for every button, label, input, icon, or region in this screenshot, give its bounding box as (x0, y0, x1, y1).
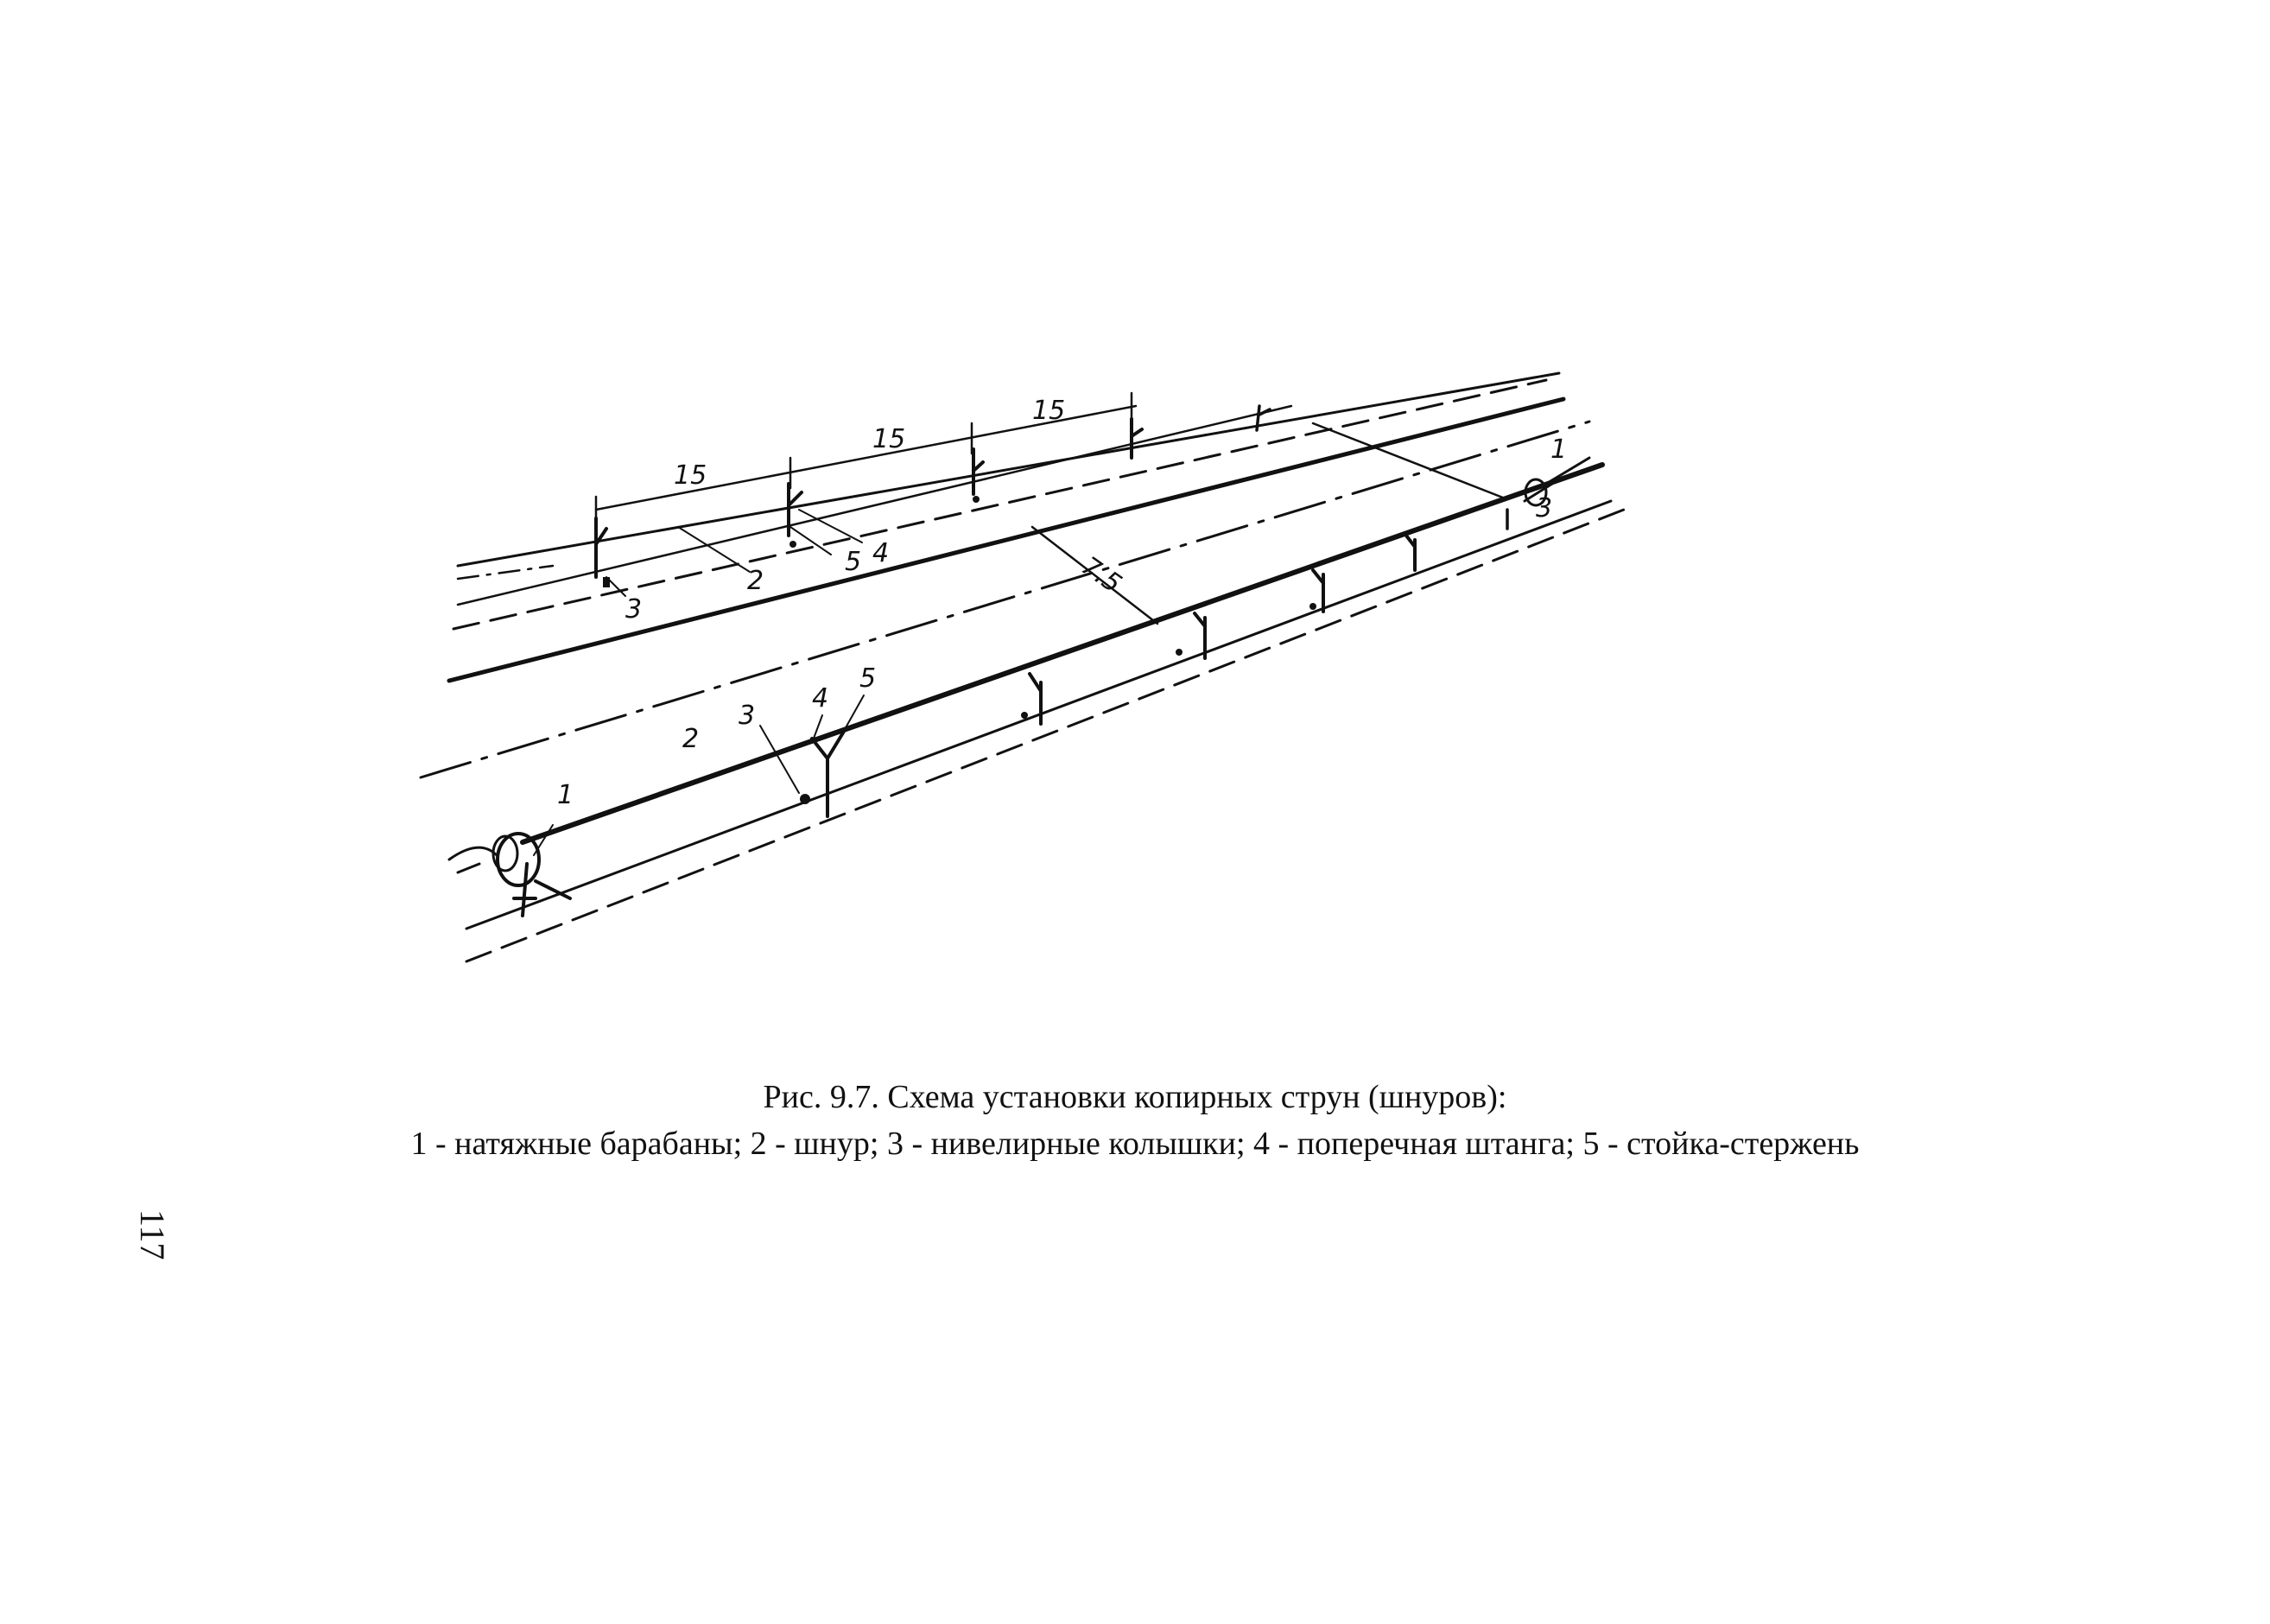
upper-stake-1 (603, 577, 610, 587)
upper-post-4 (1132, 419, 1142, 458)
label-dim-15-a: 15 (674, 460, 707, 491)
upper-post-3 (973, 449, 983, 494)
upper-stake-3 (973, 496, 980, 503)
label-dim-15-b: 15 (872, 424, 906, 454)
lower-cord (523, 465, 1602, 842)
leader-lower-5 (836, 695, 864, 745)
label-lower-2: 2 (682, 724, 700, 754)
lower-stake-1 (800, 794, 810, 804)
label-dim-15-c: 15 (1032, 396, 1066, 426)
lower-edge-line (466, 501, 1611, 929)
label-upper-4: 4 (872, 538, 890, 568)
label-upper-3: 3 (625, 594, 643, 625)
label-upper-1: 1 (1550, 435, 1568, 465)
figure-caption-legend: 1 - натяжные барабаны; 2 - шнур; 3 - нивелирные колышки; 4 - поперечная штанга; 5 - стойка-стержень (410, 1126, 1860, 1162)
upper-stake-2 (789, 541, 796, 548)
figure-caption-title: Рис. 9.7. Схема установки копирных струн (шнуров): (763, 1079, 1507, 1115)
upper-post-1 (596, 518, 606, 577)
label-upper-2: 2 (747, 566, 764, 596)
road-edge-line (449, 399, 1563, 681)
leader-upper-4 (799, 510, 862, 542)
upper-left-dashdot (458, 566, 553, 579)
lower-stake-2 (1021, 712, 1028, 719)
label-upper-5: 5 (845, 547, 862, 577)
lower-post-1 (812, 730, 845, 816)
label-lower-4: 4 (812, 683, 829, 714)
lower-post-3 (1195, 613, 1205, 658)
label-upper-3-right: 3 (1536, 493, 1553, 523)
lower-stake-4 (1309, 603, 1316, 610)
page-number: 117 (133, 1209, 172, 1260)
label-lower-5: 5 (859, 663, 877, 694)
label-dim-7-5: 7.5 (1075, 550, 1127, 599)
label-lower-1: 1 (557, 780, 574, 810)
upper-crosslink (1313, 423, 1507, 499)
lower-dashed-line (466, 510, 1624, 961)
lower-post-5 (1406, 536, 1415, 570)
lower-stake-3 (1176, 649, 1183, 656)
label-lower-3: 3 (739, 701, 756, 731)
lower-tension-drum (449, 834, 570, 916)
upper-tension-drum (1525, 458, 1589, 505)
